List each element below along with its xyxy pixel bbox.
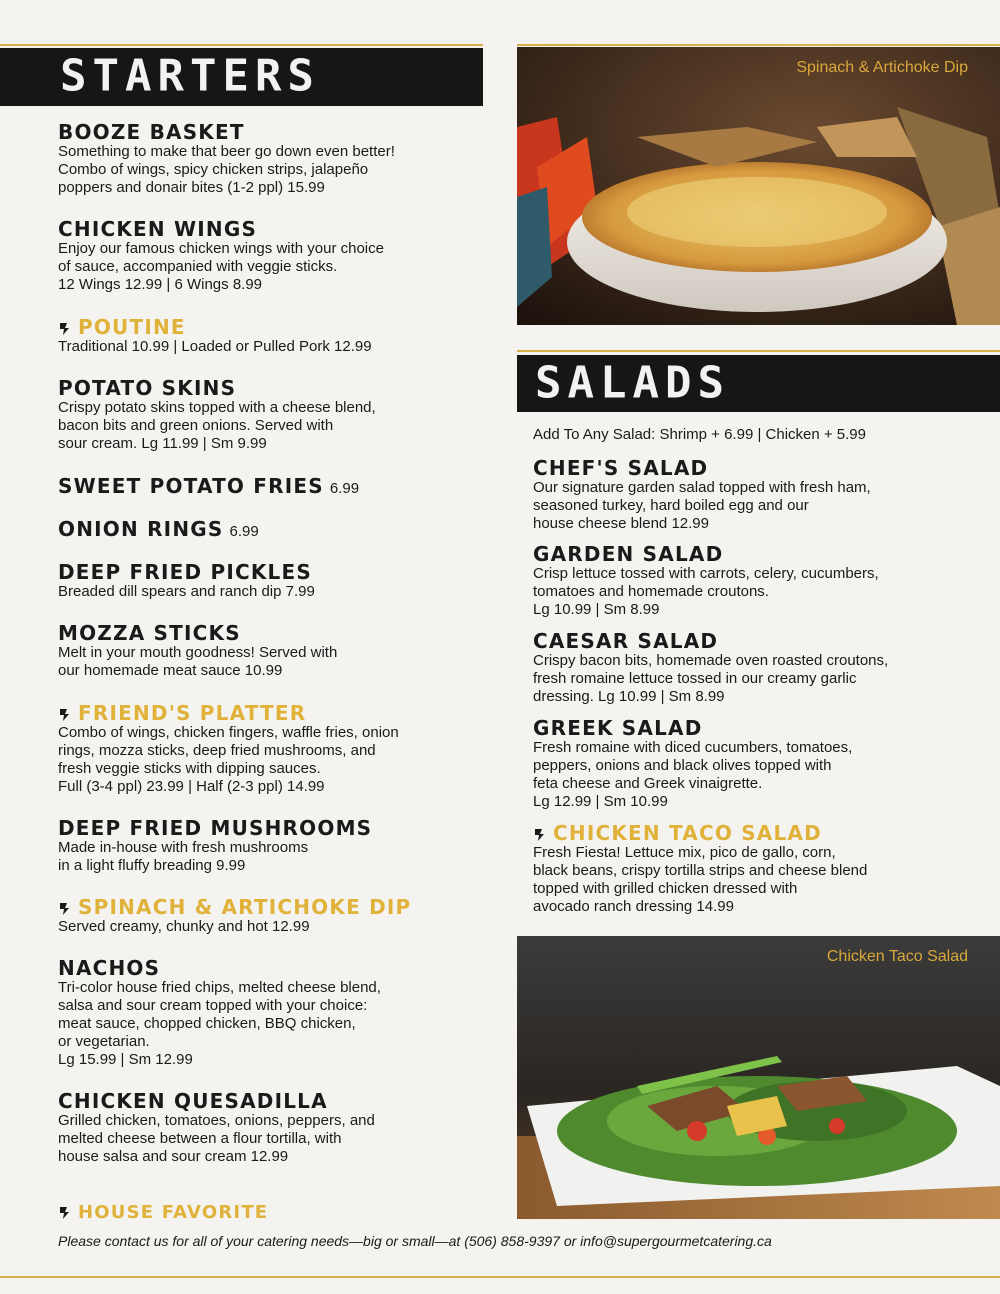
item-desc: Enjoy our famous chicken wings with your choice of sauce, accompanied with veggie sticks. 12 Wings 12.99 | 6 Wings 8.99 xyxy=(58,240,384,293)
spinach-dip-image xyxy=(517,47,1000,325)
salads-heading: SALADS xyxy=(535,356,730,408)
item-name: POUTINE xyxy=(78,315,186,339)
item-name: CHICKEN WINGS xyxy=(58,217,258,241)
menu-item xyxy=(58,1090,478,1166)
salad-addon-note: Add To Any Salad: Shrimp + 6.99 | Chicken + 5.99 xyxy=(533,426,866,443)
item-name: MOZZA STICKS xyxy=(58,621,241,645)
menu-item xyxy=(58,377,478,453)
top-rule-left xyxy=(0,44,483,46)
item-name: CHICKEN QUESADILLA xyxy=(58,1089,328,1113)
house-favorite-legend xyxy=(58,1202,478,1224)
item-name: GREEK SALAD xyxy=(533,716,703,740)
item-desc: Fresh romaine with diced cucumbers, tomatoes, peppers, onions and black olives topped with feta cheese and Greek vinaigrette. Lg 12.99 | Sm 10.99 xyxy=(533,739,853,810)
item-desc: Something to make that beer go down even better! Combo of wings, spicy chicken strips, jalapeño poppers and donair bites (1-2 ppl) 15.99 xyxy=(58,143,395,196)
top-rule-right xyxy=(517,44,1000,46)
item-name: DEEP FRIED MUSHROOMS xyxy=(58,816,373,840)
item-desc: Made in-house with fresh mushrooms in a light fluffy breading 9.99 xyxy=(58,839,309,874)
item-price: 6.99 xyxy=(229,523,259,540)
item-desc: Combo of wings, chicken fingers, waffle fries, onion rings, mozza sticks, deep fried mushrooms, and fresh veggie sticks with dipping sauces. Full (3-4 ppl) 23.99 | Half (2-3 ppl) 14.99 xyxy=(58,724,399,795)
menu-item xyxy=(58,475,478,500)
menu-item xyxy=(533,717,953,811)
menu-item xyxy=(58,561,478,601)
item-name: SPINACH & ARTICHOKE DIP xyxy=(78,895,412,919)
item-desc: Grilled chicken, tomatoes, onions, peppers, and melted cheese between a flour tortilla, with house salsa and sour cream 12.99 xyxy=(58,1112,375,1165)
menu-item xyxy=(58,121,478,197)
menu-item xyxy=(58,896,478,936)
house-favorite-icon xyxy=(58,1204,72,1220)
item-name: CAESAR SALAD xyxy=(533,629,719,653)
item-desc: Tri-color house fried chips, melted cheese blend, salsa and sour cream topped with your choice: meat sauce, chopped chicken, BBQ chicken, or vegetarian. Lg 15.99 | Sm 12.99 xyxy=(58,979,381,1068)
item-desc: Melt in your mouth goodness! Served with our homemade meat sauce 10.99 xyxy=(58,644,338,679)
item-name: CHICKEN TACO SALAD xyxy=(553,821,822,845)
catering-contact-footer: Please contact us for all of your catering needs—big or small—at (506) 858-9397 or info@supergourmetcatering.ca xyxy=(58,1233,772,1249)
item-name: POTATO SKINS xyxy=(58,376,237,400)
menu-item xyxy=(58,218,478,294)
house-favorite-icon xyxy=(58,900,72,916)
photo-caption: Spinach & Artichoke Dip xyxy=(796,59,968,76)
house-favorite-icon xyxy=(58,706,72,722)
starters-heading: STARTERS xyxy=(60,50,320,102)
menu-item xyxy=(58,622,478,680)
bottom-rule xyxy=(0,1276,1000,1278)
salads-heading-band xyxy=(517,355,1000,412)
house-favorite-icon xyxy=(58,320,72,336)
legend-label: HOUSE FAVORITE xyxy=(78,1202,269,1223)
menu-item xyxy=(533,822,953,916)
menu-item xyxy=(58,817,478,875)
menu-item xyxy=(58,518,478,543)
taco-salad-image xyxy=(517,936,1000,1219)
item-name: DEEP FRIED PICKLES xyxy=(58,560,312,584)
photo-caption: Chicken Taco Salad xyxy=(826,948,968,965)
item-desc: Our signature garden salad topped with fresh ham, seasoned turkey, hard boiled egg and our house cheese blend 12.99 xyxy=(533,479,871,532)
house-favorite-icon xyxy=(533,826,547,842)
item-desc: Crispy bacon bits, homemade oven roasted croutons, fresh romaine lettuce tossed in our creamy garlic dressing. Lg 10.99 | Sm 8.99 xyxy=(533,652,889,705)
item-desc: Fresh Fiesta! Lettuce mix, pico de gallo, corn, black beans, crispy tortilla strips and cheese blend topped with grilled chicken dressed with avocado ranch dressing 14.99 xyxy=(533,844,868,915)
item-name: GARDEN SALAD xyxy=(533,542,724,566)
item-desc: Crispy potato skins topped with a cheese blend, bacon bits and green onions. Served with sour cream. Lg 11.99 | Sm 9.99 xyxy=(58,399,376,452)
item-desc: Crisp lettuce tossed with carrots, celery, cucumbers, tomatoes and homemade croutons. Lg 10.99 | Sm 8.99 xyxy=(533,565,879,618)
menu-item xyxy=(58,957,478,1069)
item-name: ONION RINGS xyxy=(58,517,224,541)
menu-item xyxy=(533,630,953,706)
item-name: NACHOS xyxy=(58,956,161,980)
spinach-dip-photo xyxy=(517,47,1000,325)
starters-heading-band xyxy=(0,48,483,106)
menu-item xyxy=(58,316,478,356)
item-price: 6.99 xyxy=(329,480,360,497)
menu-item xyxy=(58,702,478,796)
item-name: FRIEND'S PLATTER xyxy=(78,701,307,725)
menu-item xyxy=(533,543,953,619)
taco-salad-photo xyxy=(517,936,1000,1219)
item-name: BOOZE BASKET xyxy=(58,120,245,144)
item-desc: Served creamy, chunky and hot 12.99 xyxy=(58,918,310,935)
item-desc: Breaded dill spears and ranch dip 7.99 xyxy=(58,583,315,600)
item-name: CHEF'S SALAD xyxy=(533,456,709,480)
item-desc: Traditional 10.99 | Loaded or Pulled Pork 12.99 xyxy=(58,338,372,355)
salads-rule xyxy=(517,350,1000,352)
menu-item xyxy=(533,457,953,533)
item-name: SWEET POTATO FRIES xyxy=(58,474,324,498)
